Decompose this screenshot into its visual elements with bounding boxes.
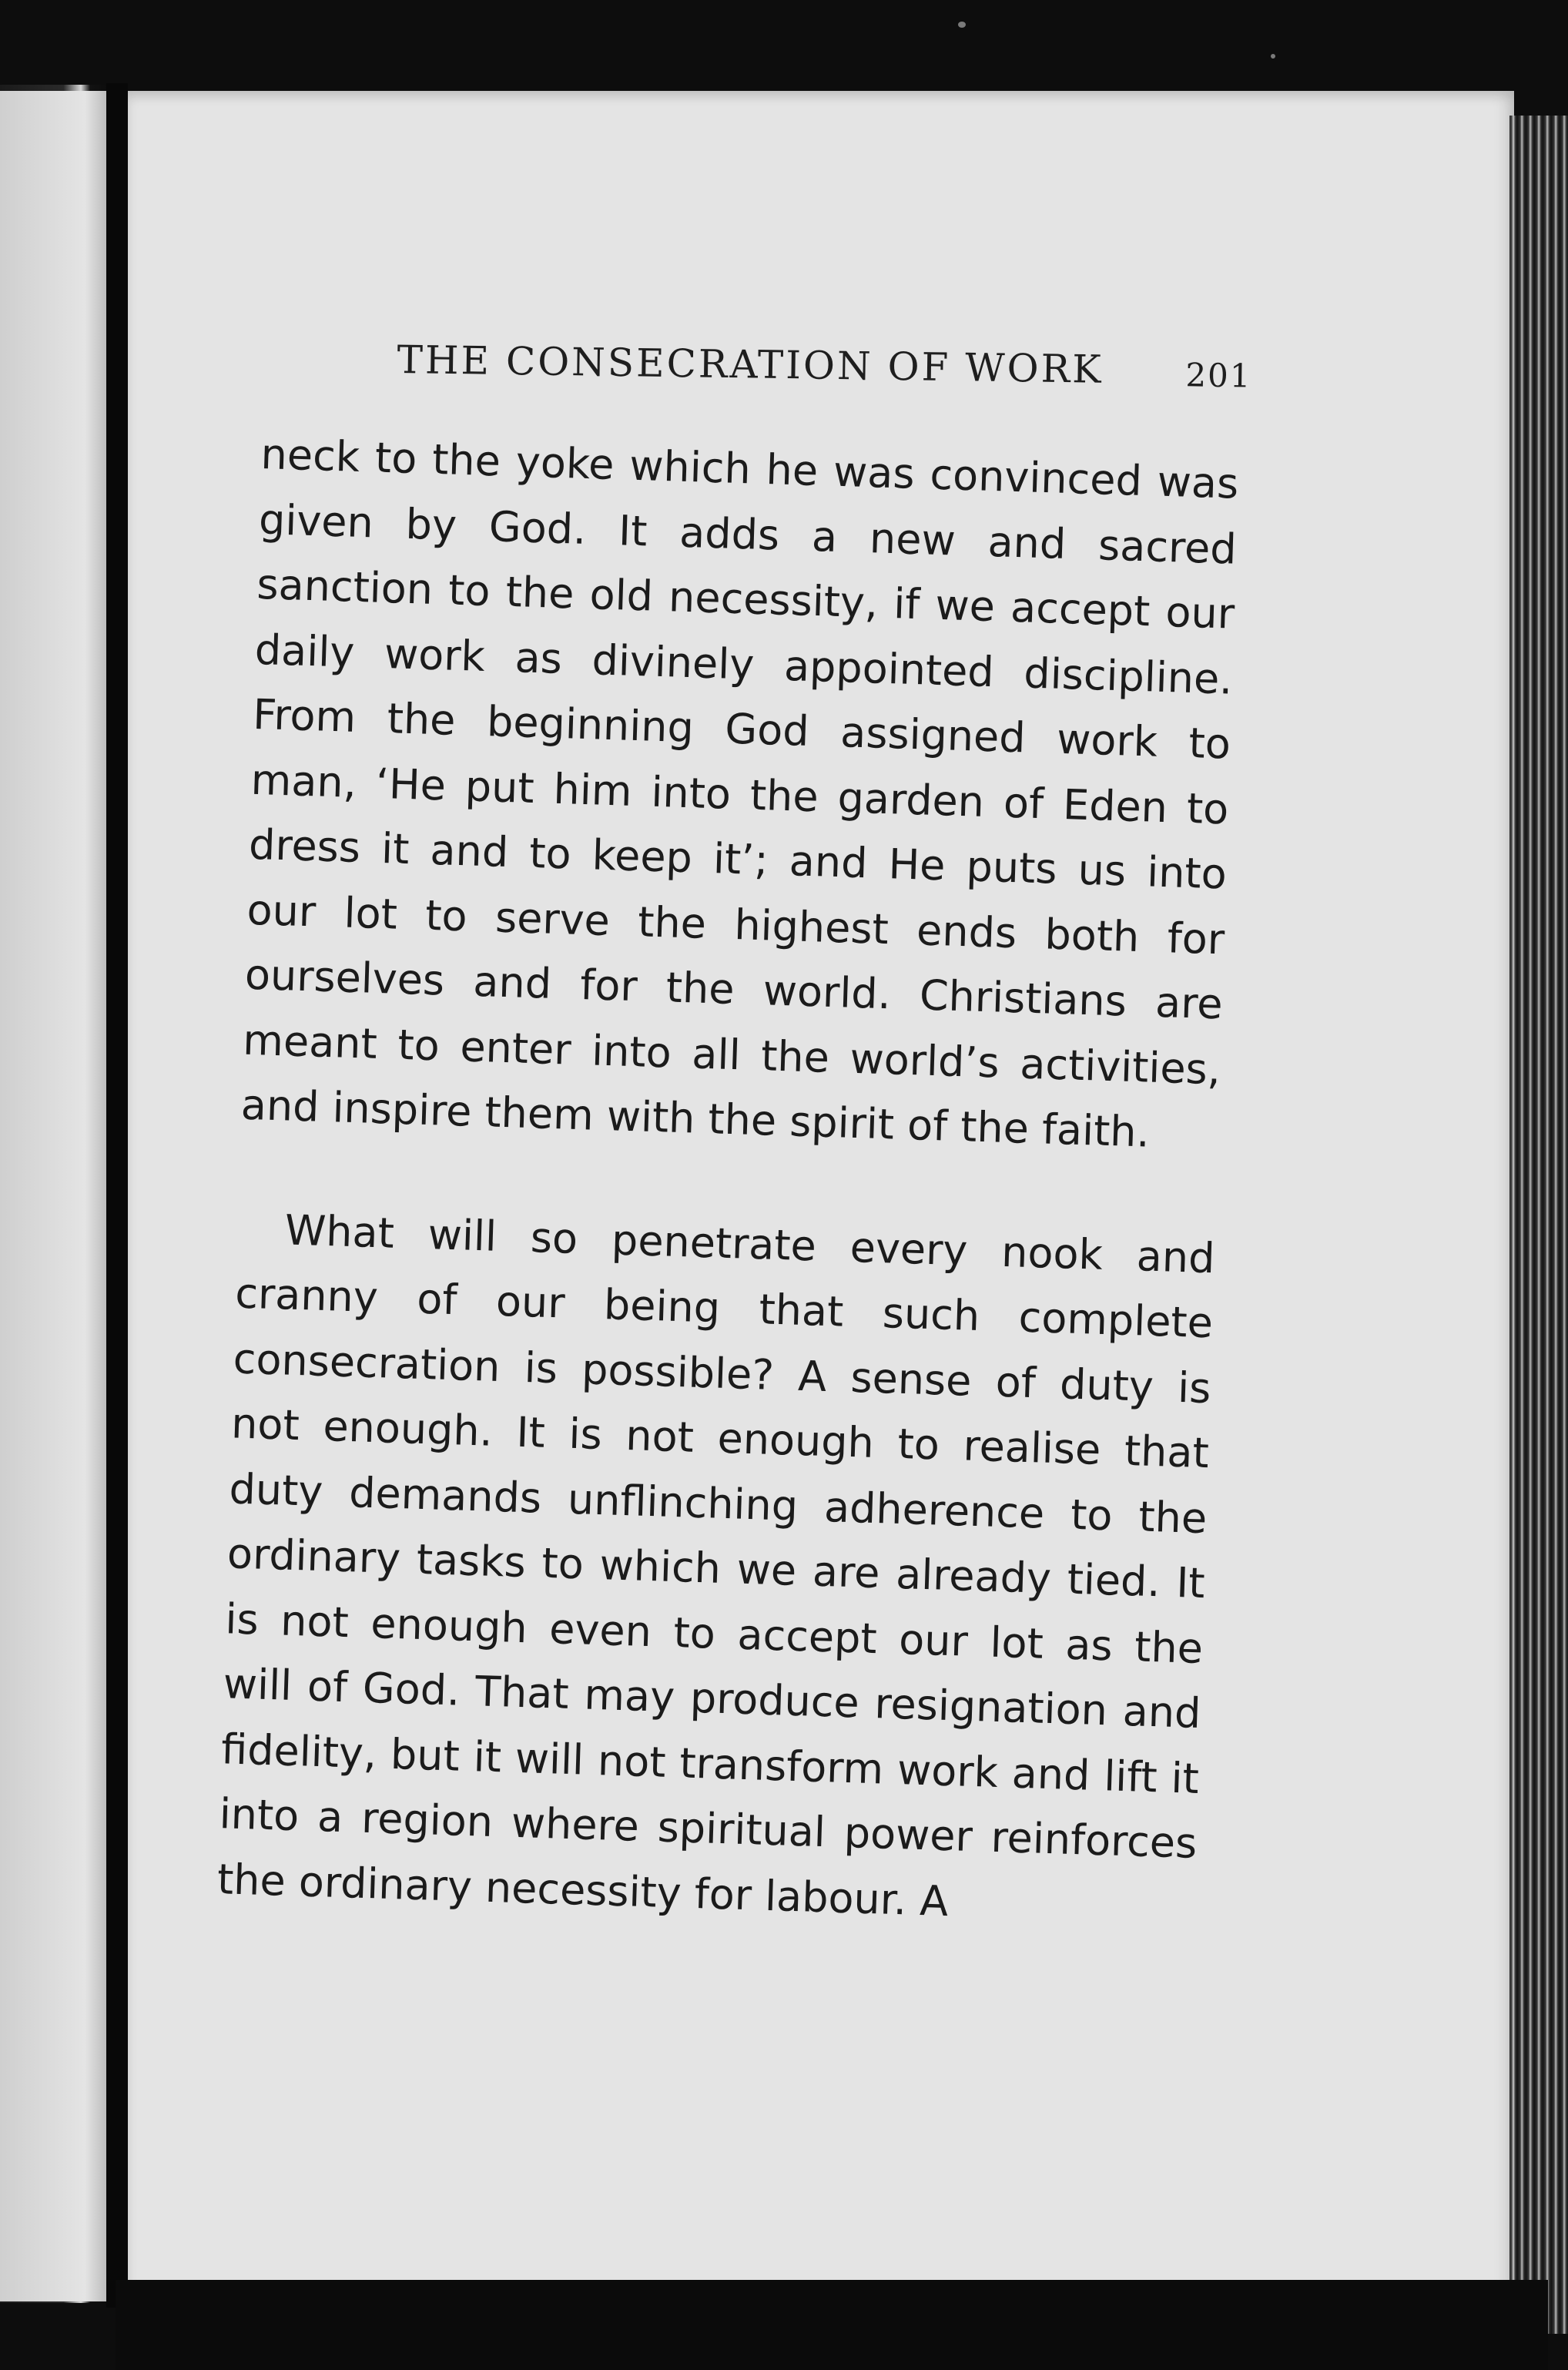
bottom-shadow — [116, 2280, 1548, 2370]
body-text — [216, 422, 1239, 1942]
scan-speck — [958, 22, 966, 28]
scan-speck — [1271, 54, 1275, 59]
running-head-title: THE CONSECRATION OF WORK — [397, 337, 1104, 392]
paragraph: neck to the yoke which he was convinced was given by God. It adds a new and sacred sanction to the old necessity, if we accept our daily work as divinely appointed discipline. From the beginning God assigned work to man, ‘He put him into the garden of Eden to dress it and to keep it’; and He puts us into our lot to serve the highest ends both for ourselves and for the world. Christians are meant to enter into all the world’s activities, and inspire them with the spirit of the faith. — [240, 429, 1240, 1157]
book-spine-shadow — [106, 83, 128, 2308]
paragraph: What will so penetrate every nook and cranny of our being that such complete consecration is possible? A sense of duty is not enough. It is not enough to realise that duty demands unflinching adherence to the ordinary tasks to which we are already tied. It is not enough even to accept our lot as the will of God. That may produce resignation and fidelity, but it will not transform work and lift it into a region where spiritual power reinforces the ordinary necessity for labour. A — [216, 1205, 1216, 1926]
page-number: 201 — [1185, 356, 1252, 395]
facing-page-edge — [0, 91, 106, 2301]
page-fore-edge — [1509, 116, 1568, 2334]
